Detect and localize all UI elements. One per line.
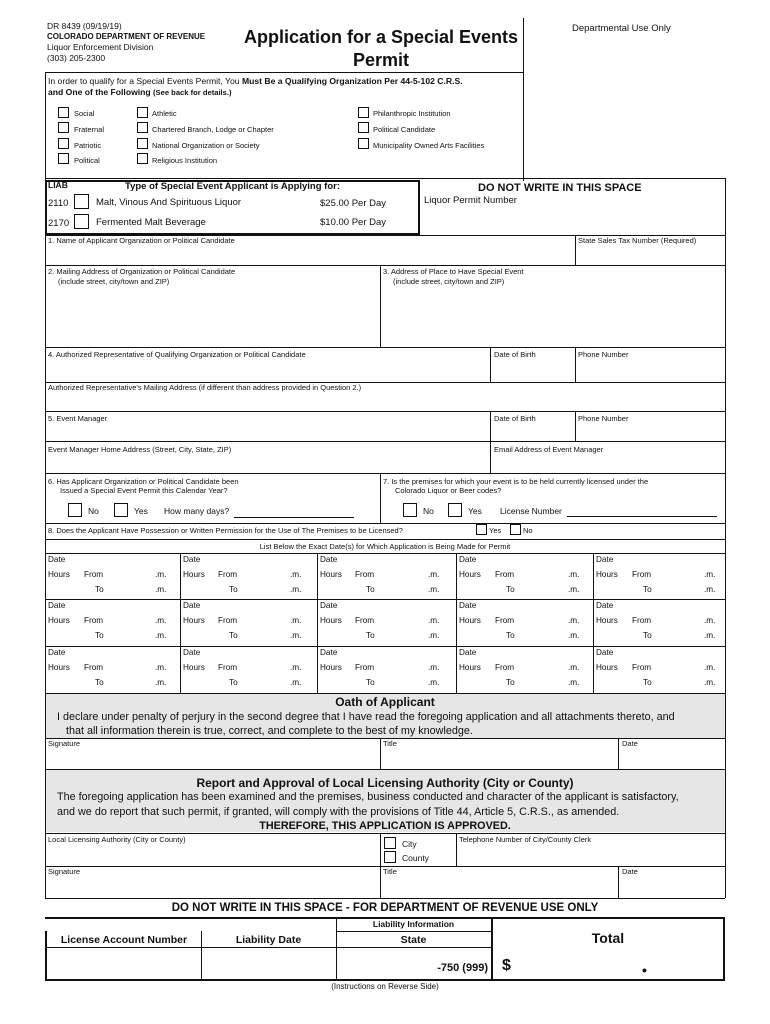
to-am-pm-label: .m. — [155, 585, 167, 594]
to-label: To — [506, 585, 515, 594]
authorized-rep-label: 4. Authorized Representative of Qualifying Organization or Political Candidate — [48, 350, 306, 359]
liab-desc-malt-vinous: Malt, Vinous And Spirituous Liquor — [96, 197, 242, 208]
date-label: Date — [596, 555, 614, 564]
to-am-pm-label: .m. — [290, 631, 302, 640]
from-label: From — [495, 616, 515, 625]
date-label: Date — [459, 601, 477, 610]
rep-phone-field[interactable] — [576, 362, 724, 381]
to-am-pm-label: .m. — [290, 585, 302, 594]
manager-phone-label: Phone Number — [578, 414, 629, 423]
q6-no-label: No — [88, 506, 99, 516]
report-title: Report and Approval of Local Licensing Authority (City or County) — [196, 776, 574, 790]
date-label: Date — [320, 601, 338, 610]
date-label: Date — [48, 648, 66, 657]
liab-label: LIAB — [48, 180, 68, 190]
label-fraternal: Fraternal — [74, 125, 105, 134]
report-line2: and we do report that such permit, if granted, will comply with the provisions of Title 44, Article 5, C.R.S., as amended. — [57, 806, 620, 818]
q8-no-label: No — [523, 526, 533, 535]
hours-label: Hours — [596, 663, 618, 672]
date-label: Date — [48, 555, 66, 564]
department-name: COLORADO DEPARTMENT OF REVENUE — [47, 32, 206, 41]
label-political-candidate: Political Candidate — [373, 125, 436, 134]
label-national-organization: National Organization or Society — [152, 141, 260, 150]
to-label: To — [506, 678, 515, 687]
col-total: Total — [591, 930, 625, 946]
manager-dob-label: Date of Birth — [494, 414, 536, 423]
to-label: To — [229, 678, 238, 687]
checkbox-political-candidate[interactable] — [358, 122, 369, 133]
label-municipality-arts: Municipality Owned Arts Facilities — [373, 141, 485, 150]
from-label: From — [355, 570, 375, 579]
from-label: From — [495, 570, 515, 579]
sales-tax-field[interactable] — [576, 248, 724, 264]
checkbox-religious-institution[interactable] — [137, 153, 148, 164]
q6-label-cont: Issued a Special Event Permit this Calendar Year? — [60, 486, 228, 495]
hours-label: Hours — [48, 663, 70, 672]
date-label: Date — [320, 555, 338, 564]
to-label: To — [643, 678, 652, 687]
city-label: City — [402, 839, 417, 849]
instructions-note: (Instructions on Reverse Side) — [331, 982, 439, 991]
from-am-pm-label: .m. — [155, 663, 167, 672]
col-liability-date: Liability Date — [235, 934, 302, 946]
checkbox-municipality-arts[interactable] — [358, 138, 369, 149]
county-checkbox[interactable] — [384, 851, 396, 863]
oath-signature-label: Signature — [48, 739, 81, 748]
dollar-sign: $ — [502, 957, 511, 974]
hours-label: Hours — [320, 570, 342, 579]
hours-label: Hours — [183, 570, 205, 579]
from-am-pm-label: .m. — [704, 616, 716, 625]
rep-dob-field[interactable] — [491, 362, 574, 381]
rep-address-label: Authorized Representative's Mailing Address (if different than address provided in Question 2.) — [48, 383, 362, 392]
label-philanthropic: Philanthropic Institution — [373, 109, 451, 118]
q8-yes-checkbox[interactable] — [476, 524, 487, 535]
to-label: To — [366, 631, 375, 640]
label-religious-institution: Religious Institution — [152, 156, 218, 165]
from-am-pm-label: .m. — [704, 570, 716, 579]
dept-use-label: Departmental Use Only — [572, 23, 671, 34]
manager-address-label: Event Manager Home Address (Street, City, State, ZIP) — [48, 445, 232, 454]
to-label: To — [229, 631, 238, 640]
decimal-dot: • — [642, 962, 647, 978]
header-divider — [523, 18, 524, 181]
license-number-field[interactable] — [567, 516, 717, 517]
hours-label: Hours — [183, 616, 205, 625]
hours-label: Hours — [48, 616, 70, 625]
to-am-pm-label: .m. — [568, 631, 580, 640]
q7-yes-label: Yes — [468, 506, 482, 516]
from-label: From — [355, 616, 375, 625]
oath-title: Oath of Applicant — [335, 695, 435, 709]
col-account-number: License Account Number — [60, 934, 188, 946]
oath-title-field[interactable] — [381, 751, 617, 768]
report-date-field[interactable] — [619, 879, 724, 897]
event-manager-label: 5. Event Manager — [48, 414, 108, 423]
q8-label: 8. Does the Applicant Have Possession or Written Permission for the Use of The Premises to be Licensed? — [48, 526, 403, 535]
from-label: From — [84, 616, 104, 625]
to-am-pm-label: .m. — [704, 678, 716, 687]
clerk-phone-label: Telephone Number of City/County Clerk — [459, 835, 592, 844]
event-address-label: 3. Address of Place to Have Special Event — [383, 267, 524, 276]
from-label: From — [84, 663, 104, 672]
form-id: DR 8439 (09/19/19) — [47, 21, 122, 31]
hours-label: Hours — [48, 570, 70, 579]
hours-label: Hours — [596, 616, 618, 625]
from-am-pm-label: .m. — [428, 570, 440, 579]
mailing-address-field[interactable] — [46, 290, 379, 346]
liab-code-2110: 2110 — [48, 198, 69, 209]
division-name: Liquor Enforcement Division — [47, 42, 154, 52]
to-am-pm-label: .m. — [428, 678, 440, 687]
page-title-line1: Application for a Special Events — [243, 27, 519, 47]
hours-label: Hours — [320, 663, 342, 672]
how-many-days-label: How many days? — [164, 506, 230, 516]
from-label: From — [218, 663, 238, 672]
city-checkbox[interactable] — [384, 837, 396, 849]
checkbox-patriotic[interactable] — [58, 138, 69, 149]
date-label: Date — [183, 648, 201, 657]
do-not-write-heading: DO NOT WRITE IN THIS SPACE — [478, 182, 642, 194]
report-title-label: Title — [383, 867, 397, 876]
hours-label: Hours — [183, 663, 205, 672]
checkbox-social[interactable] — [58, 107, 69, 118]
from-label: From — [218, 616, 238, 625]
event-manager-field[interactable] — [46, 426, 489, 440]
label-athletic: Athletic — [152, 109, 177, 118]
from-am-pm-label: .m. — [155, 616, 167, 625]
report-signature-field[interactable] — [46, 879, 379, 897]
liab-fee-fermented-malt: $10.00 Per Day — [320, 217, 387, 228]
date-label: Date — [48, 601, 66, 610]
division-phone: (303) 205-2300 — [47, 53, 106, 63]
to-label: To — [229, 585, 238, 594]
to-label: To — [95, 678, 104, 687]
dor-use-heading: DO NOT WRITE IN THIS SPACE - FOR DEPARTMENT OF REVENUE USE ONLY — [171, 902, 599, 914]
q7-no-label: No — [423, 506, 434, 516]
hours-label: Hours — [320, 616, 342, 625]
q8-yes-label: Yes — [489, 526, 502, 535]
q7-no-checkbox[interactable] — [403, 503, 417, 517]
label-political: Political — [74, 156, 100, 165]
checkbox-political[interactable] — [58, 153, 69, 164]
from-label: From — [495, 663, 515, 672]
from-am-pm-label: .m. — [568, 616, 580, 625]
from-label: From — [632, 570, 652, 579]
label-chartered-branch: Chartered Branch, Lodge or Chapter — [152, 125, 274, 134]
to-am-pm-label: .m. — [155, 631, 167, 640]
to-am-pm-label: .m. — [428, 585, 440, 594]
hours-label: Hours — [459, 663, 481, 672]
manager-email-field[interactable] — [491, 456, 724, 472]
from-am-pm-label: .m. — [568, 570, 580, 579]
from-am-pm-label: .m. — [568, 663, 580, 672]
checkbox-malt-vinous[interactable] — [74, 194, 89, 209]
oath-line2: that all information therein is true, correct, and complete to the best of my knowledge. — [66, 725, 473, 737]
liab-heading: Type of Special Event Applicant is Applying for: — [125, 181, 341, 192]
date-label: Date — [596, 601, 614, 610]
q6-yes-checkbox[interactable] — [114, 503, 128, 517]
liability-info-label: Liability Information — [372, 919, 455, 929]
label-patriotic: Patriotic — [74, 141, 102, 150]
from-am-pm-label: .m. — [155, 570, 167, 579]
checkbox-philanthropic[interactable] — [358, 107, 369, 118]
page-title-line2: Permit — [352, 50, 410, 70]
q7-yes-checkbox[interactable] — [448, 503, 462, 517]
date-label: Date — [459, 555, 477, 564]
license-number-label: License Number — [500, 506, 562, 516]
from-label: From — [84, 570, 104, 579]
checkbox-national-organization[interactable] — [137, 138, 148, 149]
qualify-intro: In order to qualify for a Special Events Permit, You Must Be a Qualifying Organization Per 44-5-102 C.R.S. and One of the Following (See back for details.) — [48, 76, 463, 97]
q6-yes-label: Yes — [134, 506, 148, 516]
authorized-rep-field[interactable] — [46, 362, 489, 381]
event-address-field[interactable] — [381, 290, 724, 346]
to-am-pm-label: .m. — [568, 678, 580, 687]
mailing-address-label: 2. Mailing Address of Organization or Political Candidate — [48, 267, 236, 276]
from-am-pm-label: .m. — [290, 616, 302, 625]
rep-address-field[interactable] — [46, 395, 724, 410]
to-am-pm-label: .m. — [428, 631, 440, 640]
clerk-phone-field[interactable] — [457, 847, 724, 865]
licensing-authority-label: Local Licensing Authority (City or County) — [48, 835, 186, 844]
to-label: To — [643, 631, 652, 640]
from-label: From — [218, 570, 238, 579]
to-label: To — [366, 585, 375, 594]
liab-fee-malt-vinous: $25.00 Per Day — [320, 198, 387, 209]
to-label: To — [95, 585, 104, 594]
date-label: Date — [183, 555, 201, 564]
from-am-pm-label: .m. — [704, 663, 716, 672]
from-label: From — [632, 663, 652, 672]
from-label: From — [355, 663, 375, 672]
liab-desc-fermented-malt: Fermented Malt Beverage — [96, 217, 206, 228]
report-signature-label: Signature — [48, 867, 81, 876]
to-label: To — [366, 678, 375, 687]
from-am-pm-label: .m. — [428, 616, 440, 625]
from-am-pm-label: .m. — [428, 663, 440, 672]
manager-email-label: Email Address of Event Manager — [494, 445, 604, 454]
liab-code-2170: 2170 — [48, 218, 70, 229]
oath-date-label: Date — [622, 739, 638, 748]
to-label: To — [643, 585, 652, 594]
event-address-hint: (include street, city/town and ZIP) — [393, 277, 505, 286]
q6-no-checkbox[interactable] — [68, 503, 82, 517]
q8-no-checkbox[interactable] — [510, 524, 521, 535]
date-label: Date — [183, 601, 201, 610]
from-label: From — [632, 616, 652, 625]
applicant-name-field[interactable] — [46, 248, 574, 264]
checkbox-chartered-branch[interactable] — [137, 122, 148, 133]
liquor-permit-number-label: Liquor Permit Number — [424, 195, 517, 206]
county-label: County — [402, 853, 429, 863]
date-label: Date — [459, 648, 477, 657]
state-value: -750 (999) — [437, 962, 488, 974]
report-date-label: Date — [622, 867, 638, 876]
oath-date-field[interactable] — [619, 751, 724, 768]
hours-label: Hours — [459, 570, 481, 579]
report-line3: THEREFORE, THIS APPLICATION IS APPROVED. — [259, 820, 511, 832]
col-state: State — [400, 934, 427, 946]
q7-label: 7. Is the premises for which your event is to be held currently licensed under the — [383, 477, 649, 486]
report-title-field[interactable] — [381, 879, 617, 897]
oath-line1: I declare under penalty of perjury in the second degree that I have read the foregoing application and all attachments thereto, and — [57, 711, 675, 723]
report-line1: The foregoing application has been examined and the premises, business conducted and character of the applicant is satisfactory, — [57, 791, 679, 803]
to-am-pm-label: .m. — [155, 678, 167, 687]
from-am-pm-label: .m. — [290, 663, 302, 672]
how-many-days-field[interactable] — [234, 517, 354, 518]
q6-label: 6. Has Applicant Organization or Political Candidate been — [48, 477, 239, 486]
from-am-pm-label: .m. — [290, 570, 302, 579]
rep-phone-label: Phone Number — [578, 350, 629, 359]
oath-signature-field[interactable] — [46, 751, 379, 768]
hours-label: Hours — [459, 616, 481, 625]
to-am-pm-label: .m. — [704, 585, 716, 594]
rep-dob-label: Date of Birth — [494, 350, 536, 359]
to-am-pm-label: .m. — [290, 678, 302, 687]
mailing-address-hint: (include street, city/town and ZIP) — [58, 277, 170, 286]
applicant-name-label: 1. Name of Applicant Organization or Political Candidate — [48, 236, 235, 245]
checkbox-fermented-malt[interactable] — [74, 214, 89, 229]
oath-title-label: Title — [383, 739, 397, 748]
date-label: Date — [320, 648, 338, 657]
manager-address-field[interactable] — [46, 456, 489, 472]
q7-label-cont: Colorado Liquor or Beer codes? — [395, 486, 502, 495]
hours-label: Hours — [596, 570, 618, 579]
dates-heading: List Below the Exact Date(s) for Which Application is Being Made for Permit — [259, 542, 511, 551]
date-label: Date — [596, 648, 614, 657]
checkbox-fraternal[interactable] — [58, 122, 69, 133]
to-am-pm-label: .m. — [704, 631, 716, 640]
to-am-pm-label: .m. — [568, 585, 580, 594]
to-label: To — [95, 631, 104, 640]
sales-tax-label: State Sales Tax Number (Required) — [578, 236, 697, 245]
page-title — [240, 26, 522, 72]
to-label: To — [506, 631, 515, 640]
checkbox-athletic[interactable] — [137, 107, 148, 118]
licensing-authority-field[interactable] — [46, 847, 379, 865]
label-social: Social — [74, 109, 95, 118]
